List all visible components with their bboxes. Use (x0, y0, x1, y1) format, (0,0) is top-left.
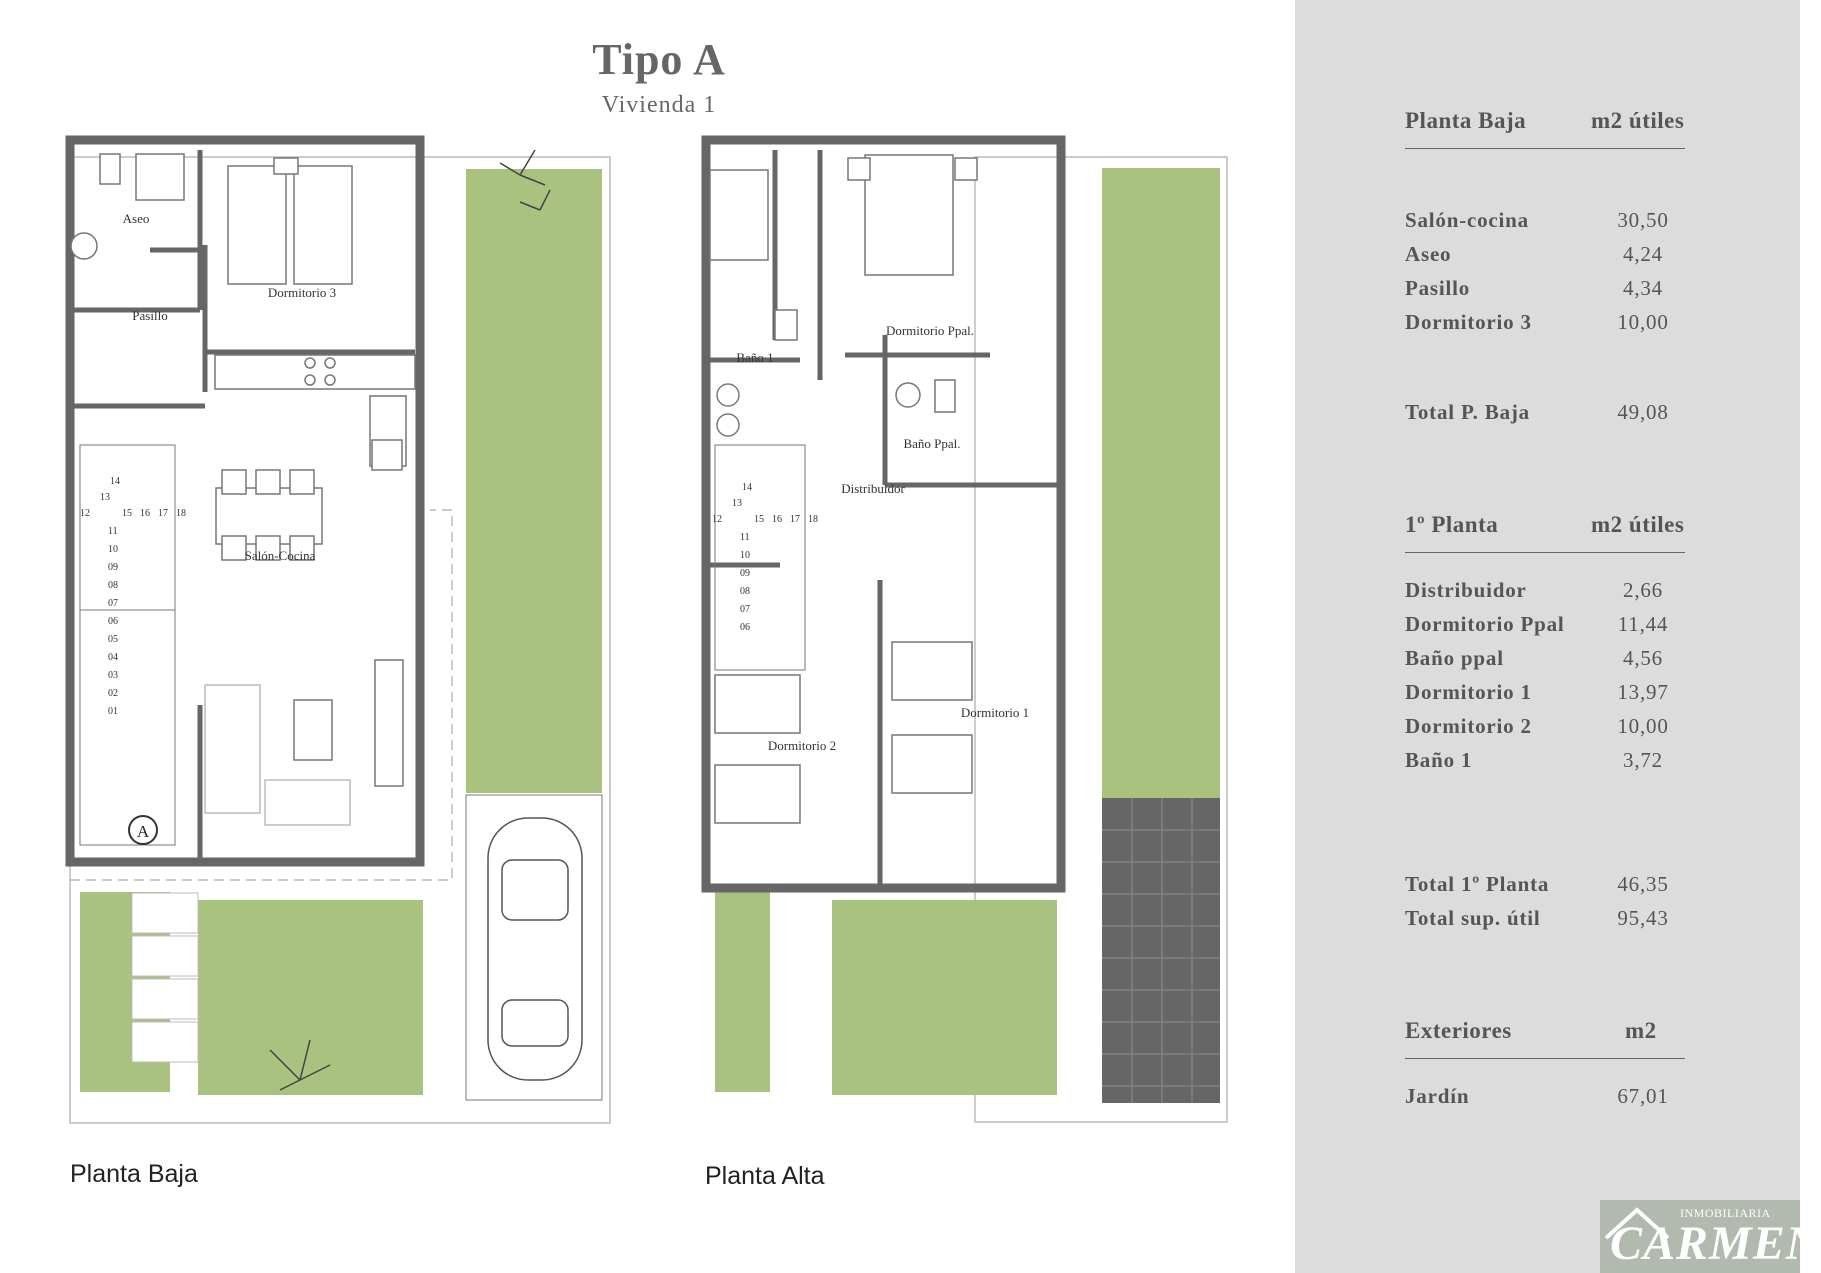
room-label-dormitorio-ppal: Dormitorio Ppal. (885, 323, 975, 338)
stair-step-label: 01 (108, 706, 118, 717)
ground-aseo-fixtures (71, 154, 184, 259)
upper-front-garden-right (832, 900, 1057, 1095)
stair-step-label: 17 (158, 508, 168, 519)
ground-kitchen-counter (215, 355, 415, 470)
room-label-dormitorio-1: Dormitorio 1 (960, 705, 1030, 720)
room-label-bano-ppal: Baño Ppal. (903, 436, 961, 451)
table-row: Dormitorio 2 10,00 (1405, 714, 1669, 738)
stair-step-label: 16 (772, 514, 782, 525)
room-label-distribuidor: Distribuidor (841, 481, 905, 496)
stair-step-label: 12 (80, 508, 90, 519)
table-row: Baño 1 3,72 (1405, 748, 1663, 772)
upper-master-bed (848, 155, 977, 275)
total-useful-row: Total sup. útil 95,43 (1405, 906, 1669, 930)
upper-front-garden-left (715, 892, 770, 1092)
room-label-dormitorio-3: Dormitorio 3 (267, 285, 337, 300)
ground-entry-marker-label: A (136, 822, 150, 841)
upper-side-garden (1102, 168, 1220, 798)
stair-step-label: 11 (108, 526, 118, 537)
upper-stairs (715, 445, 805, 670)
stair-step-label: 15 (122, 508, 132, 519)
room-label-aseo: Aseo (122, 211, 150, 226)
room-label-pasillo: Pasillo (132, 308, 168, 323)
table-row: Salón-cocina 30,50 (1405, 208, 1669, 232)
room-label-bano-1: Baño 1 (736, 350, 774, 365)
stair-step-label: 12 (712, 514, 722, 525)
stair-step-label: 13 (100, 492, 110, 503)
logo-line-1: INMOBILIARIA (1680, 1206, 1771, 1220)
ground-section-header: Planta Baja m2 útiles (1405, 108, 1685, 149)
stair-step-label: 06 (108, 616, 118, 627)
upper-floor-plan (670, 140, 1310, 1200)
stair-step-label: 05 (108, 634, 118, 645)
ground-stairs (80, 445, 175, 845)
ground-dining-table (216, 470, 322, 560)
stair-step-label: 18 (176, 508, 186, 519)
table-row: Distribuidor 2,66 (1405, 578, 1663, 602)
stair-step-label: 07 (740, 604, 750, 615)
stair-step-label: 08 (108, 580, 118, 591)
room-label-dormitorio-2: Dormitorio 2 (767, 738, 837, 753)
stair-step-label: 08 (740, 586, 750, 597)
ground-car (488, 818, 582, 1080)
stair-step-label: 04 (108, 652, 118, 663)
ground-living-furniture (205, 660, 403, 825)
stair-step-label: 13 (732, 498, 742, 509)
table-row: Dormitorio 3 10,00 (1405, 310, 1669, 334)
upper-plan-label: Planta Alta (705, 1162, 825, 1190)
stair-step-label: 10 (740, 550, 750, 561)
upper-paving (1102, 798, 1220, 1103)
table-row: Dormitorio Ppal 11,44 (1405, 612, 1669, 636)
table-row: Aseo 4,24 (1405, 242, 1663, 266)
ground-floor-plan (40, 140, 680, 1200)
logo-line-2: CARMEN (1610, 1217, 1821, 1270)
ground-side-garden (466, 169, 602, 793)
ground-front-garden-right (198, 900, 423, 1095)
stair-step-label: 14 (742, 482, 752, 493)
stair-step-label: 09 (740, 568, 750, 579)
stair-step-label: 17 (790, 514, 800, 525)
stair-step-label: 15 (754, 514, 764, 525)
exterior-section-header: Exteriores m2 (1405, 1018, 1685, 1059)
ground-total-row: Total P. Baja 49,08 (1405, 400, 1669, 424)
stair-step-label: 07 (108, 598, 118, 609)
stair-step-label: 10 (108, 544, 118, 555)
ground-plan-label: Planta Baja (70, 1160, 198, 1188)
stair-step-label: 14 (110, 476, 120, 487)
page-subtitle: Vivienda 1 (601, 92, 717, 118)
stair-step-label: 02 (108, 688, 118, 699)
room-label-salon-cocina: Salón-Cocina (244, 548, 316, 563)
table-row: Jardín 67,01 (1405, 1084, 1669, 1108)
table-row: Baño ppal 4,56 (1405, 646, 1663, 670)
first-total-row: Total 1º Planta 46,35 (1405, 872, 1669, 896)
stair-step-label: 18 (808, 514, 818, 525)
ground-twin-beds (228, 158, 352, 284)
company-logo (1600, 1200, 1821, 1273)
stair-step-label: 06 (740, 622, 750, 633)
table-row: Dormitorio 1 13,97 (1405, 680, 1669, 704)
stair-step-label: 03 (108, 670, 118, 681)
first-section-header: 1º Planta m2 útiles (1405, 512, 1685, 553)
table-row: Pasillo 4,34 (1405, 276, 1663, 300)
upper-stair-numbers (712, 482, 818, 633)
stair-step-label: 16 (140, 508, 150, 519)
stair-step-label: 09 (108, 562, 118, 573)
stair-step-label: 11 (740, 532, 750, 543)
ground-stair-numbers (80, 476, 186, 717)
page-title: Tipo A (592, 35, 726, 84)
